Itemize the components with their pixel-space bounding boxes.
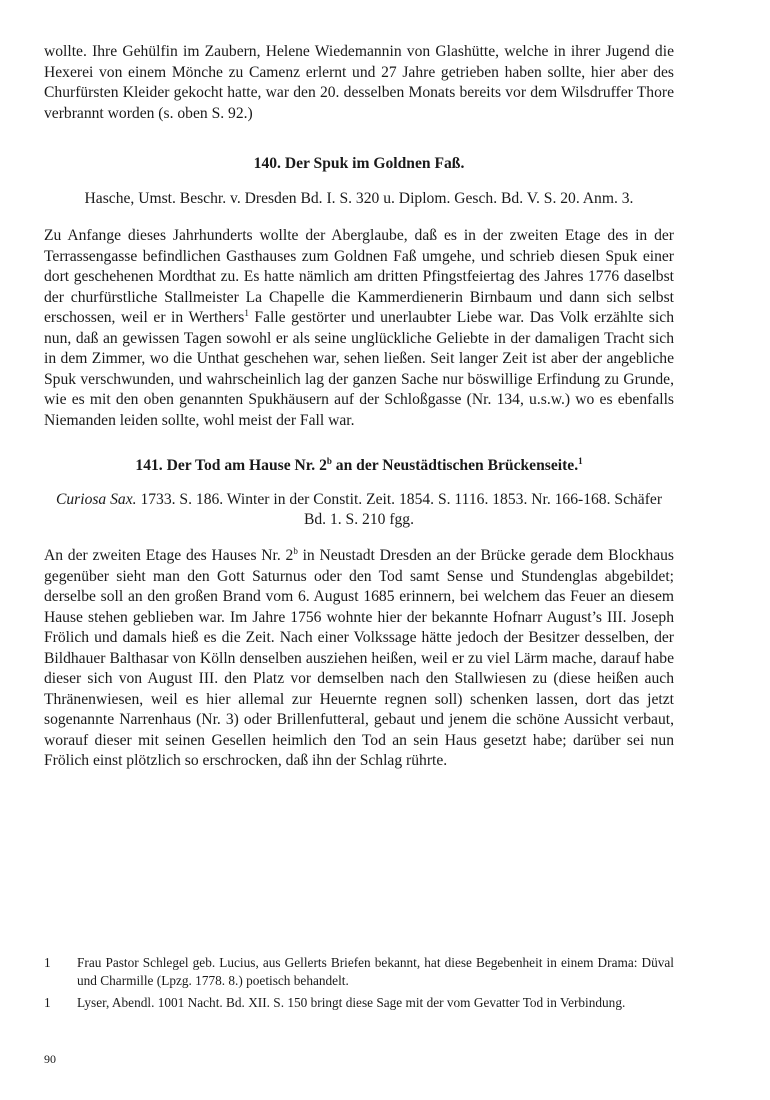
- footnote-ref-1: 1: [244, 308, 249, 318]
- page-number: 90: [44, 1052, 56, 1066]
- section-141-text-part1: An der zweiten Etage des Hauses Nr. 2: [44, 547, 294, 564]
- footnote: [44, 994, 674, 1012]
- section-141-title-superscript: b: [326, 456, 332, 466]
- section-141-source: [44, 490, 674, 530]
- section-140-text-part2: Falle gestörter und unerlaubter Liebe war. Das Volk erzählte sich nun, daß an gewissen Tagen sowohl er als seine unglückliche Geliebte in der damaligen Tracht sich in dem Zimmer, wo die Unthat geschehen war, sehen ließen. Seit langer Zeit ist aber der angebliche Spuk verschwunden, und wahrscheinlich lag der ganzen Sache nur böswillige Erfindung zu Grunde, wie es mit den oben genannten Spukhäusern auf der Schloßgasse (Nr. 134, u.s.w.) wo es ebenfalls Niemanden leiden sollte, wohl meist der Fall war.: [44, 309, 674, 429]
- section-141-source-rest: 1733. S. 186. Winter in der Constit. Zeit. 1854. S. 1116. 1853. Nr. 166-168. Schäfer Bd. 1. S. 210 fgg.: [136, 491, 663, 528]
- page-content: [44, 42, 674, 772]
- footnote-text: Lyser, Abendl. 1001 Nacht. Bd. XII. S. 150 bringt diese Sage mit der vom Gevatter Tod in Verbindung.: [77, 995, 626, 1010]
- footnote: [44, 954, 674, 990]
- section-140-source: Hasche, Umst. Beschr. v. Dresden Bd. I. S. 320 u. Diplom. Gesch. Bd. V. S. 20. Anm. 3.: [84, 190, 634, 207]
- footnote-number: 1: [44, 955, 51, 970]
- footnote-text: Frau Pastor Schlegel geb. Lucius, aus Gellerts Briefen bekannt, hat diese Begebenheit in einem Drama: Düval und Charmille (Lpzg. 1778. 8.) poetisch behandelt.: [77, 955, 674, 988]
- section-140-text-part1: Zu Anfange dieses Jahrhunderts wollte der Aberglaube, daß es in der zweiten Etage des in der Terrassengasse befindlichen Gasthauses zum Goldnen Faß umgehe, und schrieb diesen Spuk einer dort geschehenen Mordthat zu. Es hatte nämlich am dritten Pfingstfeiertag des Jahres 1776 daselbst der churfürstliche Stallmeister La Chapelle die Kammerdienerin Birnbaum und dann sich selbst erschossen, weil er in Werthers: [44, 227, 674, 326]
- section-140-title: 140. Der Spuk im Goldnen Faß.: [253, 155, 465, 172]
- section-141-title-part2: an der Neustädtischen Brückenseite.: [331, 457, 579, 474]
- section-141-title: [44, 456, 674, 476]
- section-140-text: [44, 226, 674, 431]
- section-141-text-superscript: b: [293, 546, 298, 556]
- section-141-text-part2: in Neustadt Dresden an der Brücke gerade dem Blockhaus gegenüber sieht man den Gott Saturnus oder den Tod samt Sense und Stundenglas abgebildet; derselbe soll an den großen Brand vom 6. August 1685 erinnern, bei welchem das Feuer an diesem Hause stehen geblieben war. Im Jahre 1756 wohnte hier der bekannte Hofnarr August’s III. Joseph Frölich und damals hieß es die Zeit. Nach einer Volkssage hätte jedoch der Besitzer desselben, der Bildhauer Balthasar von Kölln denselben ausziehen heißen, weil er zu viel Lärm mache, darauf habe dieser sich von August III. den Platz vor demselben nach den Stallwiesen zu (diese heißen auch Thränenwiesen, weil es hier allemal zur Heuernte regnen soll) schenken lassen, dort das jetzt sogenannte Narrenhaus (Nr. 3) oder Brillenfutteral, gebaut und jenem die schöne Aussicht verbaut, worauf dieser mit seinen Gesellen heimlich den Tod an sein Haus gesetzt habe; darüber sei nun Frölich einst plötzlich so erschrocken, daß ihn der Schlag rührte.: [44, 547, 674, 769]
- section-141-title-part1: 141. Der Tod am Hause Nr. 2: [135, 457, 327, 474]
- section-141-source-italic: Curiosa Sax.: [55, 491, 137, 508]
- paragraph-continuation: wollte. Ihre Gehülfin im Zaubern, Helene Wiedemannin von Glashütte, welche in ihrer Jugend die Hexerei von einem Mönche zu Camenz erlernt und 27 Jahre getrieben haben sollte, hier aber des Churfürsten Kleider gekocht hatte, war den 20. desselben Monats bereits vor dem Wilsdruffer Thore verbrannt worden (s. oben S. 92.): [44, 43, 674, 122]
- footnote-ref-2: 1: [578, 456, 583, 466]
- footnote-number: 1: [44, 995, 51, 1010]
- footnotes: [44, 954, 674, 1016]
- section-141-text: [44, 546, 674, 772]
